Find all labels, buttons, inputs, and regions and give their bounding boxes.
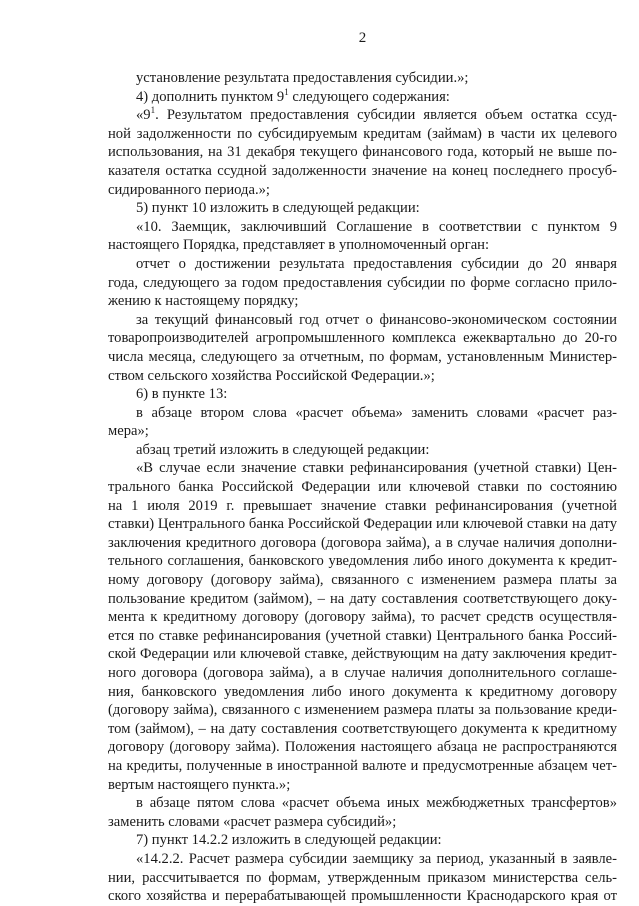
- text-line: отчет о достижении результата предоставления субсидии до 20 января: [136, 255, 617, 272]
- line-text-after: следующего содержания:: [288, 88, 450, 105]
- text-line: «14.2.2. Расчет размера субсидии заемщику за период, указанный в заявле-: [136, 850, 617, 867]
- text-line: за текущий финансовый год отчет о финансово-экономическом состоянии: [136, 311, 617, 328]
- line-text: 4) дополнить пунктом 9: [136, 88, 285, 105]
- text-line: ного договора (договора займа), а в случае наличия дополнительного соглаше-: [108, 665, 617, 681]
- text-line: 7) пункт 14.2.2 изложить в следующей редакции:: [136, 832, 442, 849]
- text-line: «В случае если значение ставки рефинансирования (учетной ставки) Цен-: [136, 460, 617, 477]
- line-text: «9: [136, 107, 151, 124]
- text-line: ского хозяйства и перерабатывающей промышленности Краснодарского края от: [108, 888, 617, 905]
- text-line: ется по ставке рефинансирования (учетной ставки) Центрального банка Россий-: [108, 627, 617, 644]
- text-line: ставки) Центрального банка Российской Федерации или ключевой ставки на дату: [108, 516, 617, 533]
- text-line: использования, на 31 декабря текущего финансового года, который не выше по-: [108, 144, 617, 161]
- text-line: заключения кредитного договора (договора займа), а в случае наличия дополни-: [108, 534, 617, 551]
- text-line: «10. Заемщик, заключивший Соглашение в соответствии с пунктом 9: [136, 218, 617, 235]
- text-line: товаропроизводителей агропромышленного комплекса ежеквартально до 20-го: [108, 330, 617, 347]
- text-line: 5) пункт 10 изложить в следующей редакции:: [136, 200, 420, 217]
- text-line: том (займом), – на дату составления соответствующего документа к кредитному: [108, 720, 617, 737]
- text-line: ной задолженности по субсидируемым кредитам (займам) в части их целевого: [108, 125, 617, 142]
- text-line: на 1 июля 2019 г. превышает значение ставки рефинансирования (учетной: [108, 497, 617, 514]
- page-number: 2: [358, 30, 367, 46]
- text-line: в абзаце втором слова «расчет объема» заменить словами «расчет раз-: [136, 404, 617, 421]
- text-line: в абзаце пятом слова «расчет объема иных межбюджетных трансфертов»: [136, 795, 617, 812]
- text-line: абзац третий изложить в следующей редакции:: [136, 441, 430, 458]
- text-line: [108, 106, 617, 125]
- superscript: 1: [150, 105, 156, 116]
- text-line: заменить словами «расчет размера субсидий»;: [108, 813, 397, 830]
- document-body: [108, 69, 617, 906]
- text-line: трального банка Российской Федерации или ключевой ставки по состоянию: [108, 479, 617, 496]
- text-line: на кредиты, полученные в иностранной валюте и предусмотренные абзацем чет-: [108, 757, 617, 774]
- text-line: вертым настоящего пункта.»;: [108, 776, 291, 793]
- text-line: ному договору (договору займа), связанного с изменением размера платы за: [108, 572, 617, 589]
- text-line: казателя остатка ссудной задолженности значение на конец последнего просуб-: [108, 162, 617, 179]
- text-line: тельного соглашения, банковского уведомления либо иного документа к кредит-: [108, 553, 617, 570]
- text-line: настоящего Порядка, представляет в уполномоченный орган:: [108, 237, 490, 254]
- text-line: года, следующего за годом предоставления субсидии по форме согласно прило-: [108, 274, 617, 291]
- text-line: ской Федерации или ключевой ставке, действующим на дату заключения кредит-: [108, 646, 617, 663]
- text-line: мента к кредитному договору (договору займа), то расчет средств осуществля-: [108, 609, 617, 626]
- text-line: 6) в пункте 13:: [136, 386, 228, 403]
- text-line: установление результата предоставления субсидии.»;: [136, 70, 469, 86]
- text-line: жению к настоящему порядку;: [108, 293, 299, 310]
- line-text-after: . Результатом предоставления субсидии является объем остатка ссуд-: [155, 107, 617, 124]
- text-line: [108, 88, 617, 107]
- text-line: договору (договору займа). Положения настоящего абзаца не распространяются: [108, 739, 617, 756]
- text-line: числа месяца, следующего за отчетным, по формам, установленным Министер-: [108, 348, 617, 365]
- text-line: ния, банковского уведомления либо иного документа к кредитному договору: [108, 683, 617, 700]
- text-line: пользование кредитом (займом), – на дату составления соответствующего доку-: [108, 590, 617, 607]
- superscript: 1: [284, 86, 289, 97]
- text-line: мера»;: [108, 423, 149, 440]
- text-line: нии, рассчитывается по формам, утвержденным приказом министерства сель-: [108, 869, 617, 886]
- text-line: (договору займа), связанного с изменением размера платы за пользование креди-: [108, 702, 617, 719]
- text-line: ством сельского хозяйства Российской Федерации.»;: [108, 367, 435, 384]
- text-line: сидированного периода.»;: [108, 181, 270, 198]
